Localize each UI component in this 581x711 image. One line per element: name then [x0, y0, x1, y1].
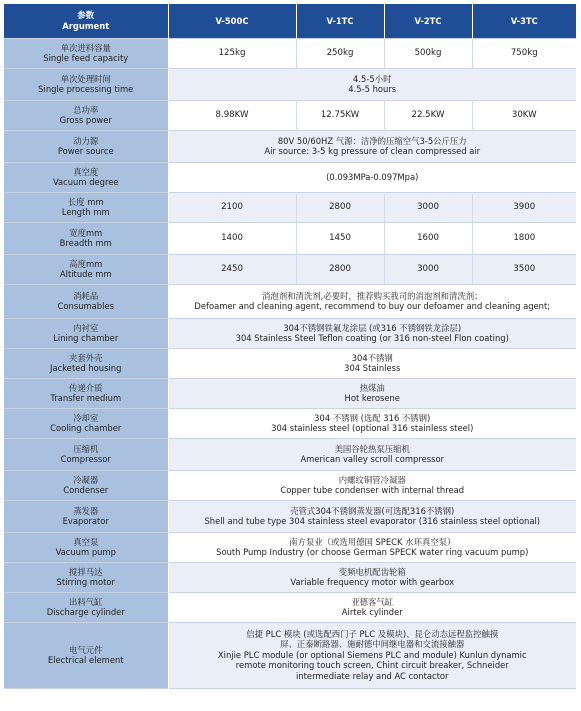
row-label-en: Breadth mm	[59, 238, 112, 248]
row-label	[4, 592, 168, 622]
row-label-zh: 真空度	[73, 166, 99, 177]
value-cell: 1800	[513, 232, 536, 243]
value-line: 80V 50/60HZ 气源：洁净的压缩空气3-5公斤压力	[277, 135, 467, 146]
row-label-zh: 蒸发器	[73, 505, 99, 516]
value-line: intermediate relay and AC contactor	[296, 670, 449, 681]
row-label-en: Vacuum pump	[55, 547, 116, 557]
row-label-en: Single processing time	[38, 84, 134, 94]
value-line: 4.5-5小时	[353, 73, 392, 84]
row-label-en: Discharge cylinder	[46, 607, 125, 617]
value-line: Variable frequency motor with gearbox	[290, 577, 455, 587]
row-label	[4, 408, 168, 438]
header-argument-zh: 参数	[77, 10, 95, 21]
value-cell: 30KW	[511, 109, 537, 120]
row-label-zh: 动力源	[73, 135, 99, 146]
spec-row	[4, 38, 576, 68]
value-cell: 12.75KW	[296, 100, 384, 130]
value-line: 南方泵业（或选用德国 SPECK 水环真空泵）	[289, 536, 456, 547]
value-cell: 8.98KW	[168, 100, 296, 130]
spec-row	[4, 592, 576, 622]
row-label-zh: 长度 mm	[67, 196, 104, 207]
row-label	[4, 222, 168, 254]
spec-row	[4, 622, 576, 688]
row-label	[4, 254, 168, 284]
row-label-en: Gross power	[59, 115, 112, 125]
merged-value-cell	[168, 348, 576, 378]
row-label-zh: 总功率	[73, 104, 99, 115]
row-label-zh: 宽度mm	[69, 227, 103, 238]
merged-value-cell	[168, 500, 576, 532]
row-label	[4, 68, 168, 100]
value-line: 亚德客气缸	[351, 596, 394, 607]
row-label	[4, 38, 168, 68]
value-line: 壳管式304不锈钢蒸发器(可选配316不锈钢)	[290, 505, 455, 516]
spec-row	[4, 130, 576, 162]
value-line: 304 Stainless	[344, 363, 401, 373]
spec-row	[4, 68, 576, 100]
spec-row	[4, 162, 576, 192]
row-label-en: Evaporator	[62, 516, 109, 526]
row-label-zh: 搅拌马达	[69, 566, 103, 577]
value-line: American valley scroll compressor	[300, 454, 445, 464]
row-label-en: Lining chamber	[53, 333, 119, 343]
value-line: Copper tube condenser with internal thread	[280, 485, 465, 495]
value-line: 304 不锈钢 (选配 316 不锈钢)	[314, 412, 431, 423]
value-line: 美国谷轮热泵压缩机	[334, 443, 410, 454]
row-label-en: Condenser	[63, 485, 109, 495]
value-cell: 2450	[168, 254, 296, 284]
merged-value-cell	[168, 162, 576, 192]
row-label-zh: 电气元件	[69, 644, 103, 655]
value-line: 变频电机配齿轮箱	[338, 566, 406, 577]
spec-row	[4, 192, 576, 222]
value-line: (0.093MPa-0.097Mpa)	[326, 171, 419, 182]
value-cell: 250kg	[296, 38, 384, 68]
header-model-v500c: V-500C	[168, 4, 296, 38]
value-cell: 1400	[168, 222, 296, 254]
spec-row	[4, 254, 576, 284]
row-label-en: Stirring motor	[56, 577, 115, 587]
header-model-v2tc: V-2TC	[384, 4, 472, 38]
value-line: South Pump Industry (or choose German SPECK water ring vacuum pump)	[216, 547, 529, 557]
header-row	[4, 4, 576, 38]
value-line: 屏、正泰断路器、施耐德中间继电器和交流接触器	[280, 639, 465, 650]
row-label	[4, 130, 168, 162]
value-line: 304不锈钢	[351, 352, 393, 363]
row-label-en: Power source	[57, 146, 114, 156]
merged-value-cell	[168, 438, 576, 470]
value-cell: 3500	[472, 254, 576, 284]
spec-row	[4, 500, 576, 532]
row-label-en: Electrical element	[47, 655, 124, 665]
value-line: 4.5-5 hours	[348, 84, 397, 94]
value-cell: 22.5KW	[384, 100, 472, 130]
row-label-zh: 单次处理时间	[60, 73, 111, 84]
row-label	[4, 192, 168, 222]
row-label-zh: 消耗品	[73, 290, 99, 301]
merged-value-cell	[168, 68, 576, 100]
spec-row	[4, 408, 576, 438]
value-cell: 125kg	[168, 38, 296, 68]
row-label-zh: 单次进料容量	[60, 42, 111, 53]
merged-value-cell	[168, 284, 576, 318]
spec-row	[4, 562, 576, 592]
row-label-zh: 冷凝器	[73, 474, 99, 485]
value-cell: 1450	[296, 222, 384, 254]
value-line: 信捷 PLC 模块 (或选配西门子 PLC 及模块)、昆仑动态远程监控触摸	[246, 628, 499, 639]
spec-row	[4, 532, 576, 562]
value-cell: 1600	[384, 222, 472, 254]
value-cell: 500kg	[384, 38, 472, 68]
value-line: 304 stainless steel (optional 316 stainless steel)	[271, 423, 474, 433]
merged-value-cell	[168, 318, 576, 348]
row-label	[4, 438, 168, 470]
value-cell: 2800	[296, 192, 384, 222]
spec-row	[4, 318, 576, 348]
row-label	[4, 622, 168, 688]
row-label	[4, 100, 168, 130]
spec-row	[4, 222, 576, 254]
row-label-en: Consumables	[57, 301, 114, 311]
merged-value-cell	[168, 622, 576, 688]
row-label-zh: 高度mm	[69, 258, 103, 269]
row-label	[4, 284, 168, 318]
value-line: Air source: 3-5 kg pressure of clean compressed air	[264, 146, 481, 156]
value-line: Xinjie PLC module (or optional Siemens PLC and module) Kunlun dynamic	[217, 649, 527, 660]
row-label	[4, 470, 168, 500]
spec-row	[4, 284, 576, 318]
value-cell: 750kg	[510, 47, 538, 58]
value-cell: 3000	[384, 192, 472, 222]
merged-value-cell	[168, 470, 576, 500]
row-label	[4, 500, 168, 532]
row-label	[4, 378, 168, 408]
row-label	[4, 318, 168, 348]
value-cell: 3000	[384, 254, 472, 284]
value-line: Shell and tube type 304 stainless steel evaporator (316 stainless steel optional)	[204, 516, 541, 526]
merged-value-cell	[168, 408, 576, 438]
header-model-v1tc: V-1TC	[296, 4, 384, 38]
header-model-v3tc: V-3TC	[472, 4, 576, 38]
row-label-zh: 冷却室	[73, 412, 99, 423]
row-label	[4, 162, 168, 192]
row-label	[4, 348, 168, 378]
row-label-en: Jacketed housing	[50, 363, 122, 373]
header-argument	[4, 4, 168, 38]
value-line: 内螺纹铜管冷凝器	[338, 474, 406, 485]
row-label-zh: 传递介质	[69, 382, 103, 393]
merged-value-cell	[168, 532, 576, 562]
value-line: Defoamer and cleaning agent, recommend to buy our defoamer and cleaning agent;	[194, 301, 551, 311]
row-label-en: Compressor	[60, 454, 111, 464]
row-label-en: Transfer medium	[50, 393, 122, 403]
row-label-en: Length mm	[61, 207, 110, 217]
spec-row	[4, 100, 576, 130]
row-label-zh: 压缩机	[73, 443, 99, 454]
value-line: Hot kerosene	[344, 393, 400, 403]
row-label-zh: 内衬室	[73, 322, 99, 333]
header-argument-en: Argument	[62, 20, 110, 31]
spec-row	[4, 348, 576, 378]
spec-table	[4, 4, 576, 689]
value-line: 消泡剂和清洗剂,必要时，推荐购买我司的消泡剂和清洗剂；	[262, 290, 483, 301]
spec-row	[4, 378, 576, 408]
merged-value-cell	[168, 378, 576, 408]
row-label-en: Single feed capacity	[43, 53, 129, 63]
row-label-zh: 出料气缸	[69, 596, 103, 607]
row-label-en: Cooling chamber	[50, 423, 122, 433]
value-cell: 2800	[296, 254, 384, 284]
value-cell: 2100	[168, 192, 296, 222]
value-line: Airtek cylinder	[341, 607, 403, 617]
row-label	[4, 562, 168, 592]
row-label-zh: 真空泵	[73, 536, 99, 547]
value-line: 304 Stainless Steel Teflon coating (or 316 non-steel Flon coating)	[235, 333, 509, 343]
spec-row	[4, 438, 576, 470]
row-label-en: Altitude mm	[59, 269, 112, 279]
value-line: remote monitoring touch screen, Chint circuit breaker, Schneider	[235, 660, 509, 671]
merged-value-cell	[168, 562, 576, 592]
value-cell: 3900	[472, 192, 576, 222]
merged-value-cell	[168, 592, 576, 622]
merged-value-cell	[168, 130, 576, 162]
value-line: 热煤油	[359, 382, 385, 393]
value-line: 304不锈钢铁氟龙涂层 (或316 不锈钢铁龙涂层)	[283, 322, 462, 333]
row-label	[4, 532, 168, 562]
spec-table-body	[4, 4, 576, 688]
row-label-zh: 夹套外壳	[69, 352, 103, 363]
row-label-en: Vacuum degree	[52, 177, 119, 187]
spec-row	[4, 470, 576, 500]
